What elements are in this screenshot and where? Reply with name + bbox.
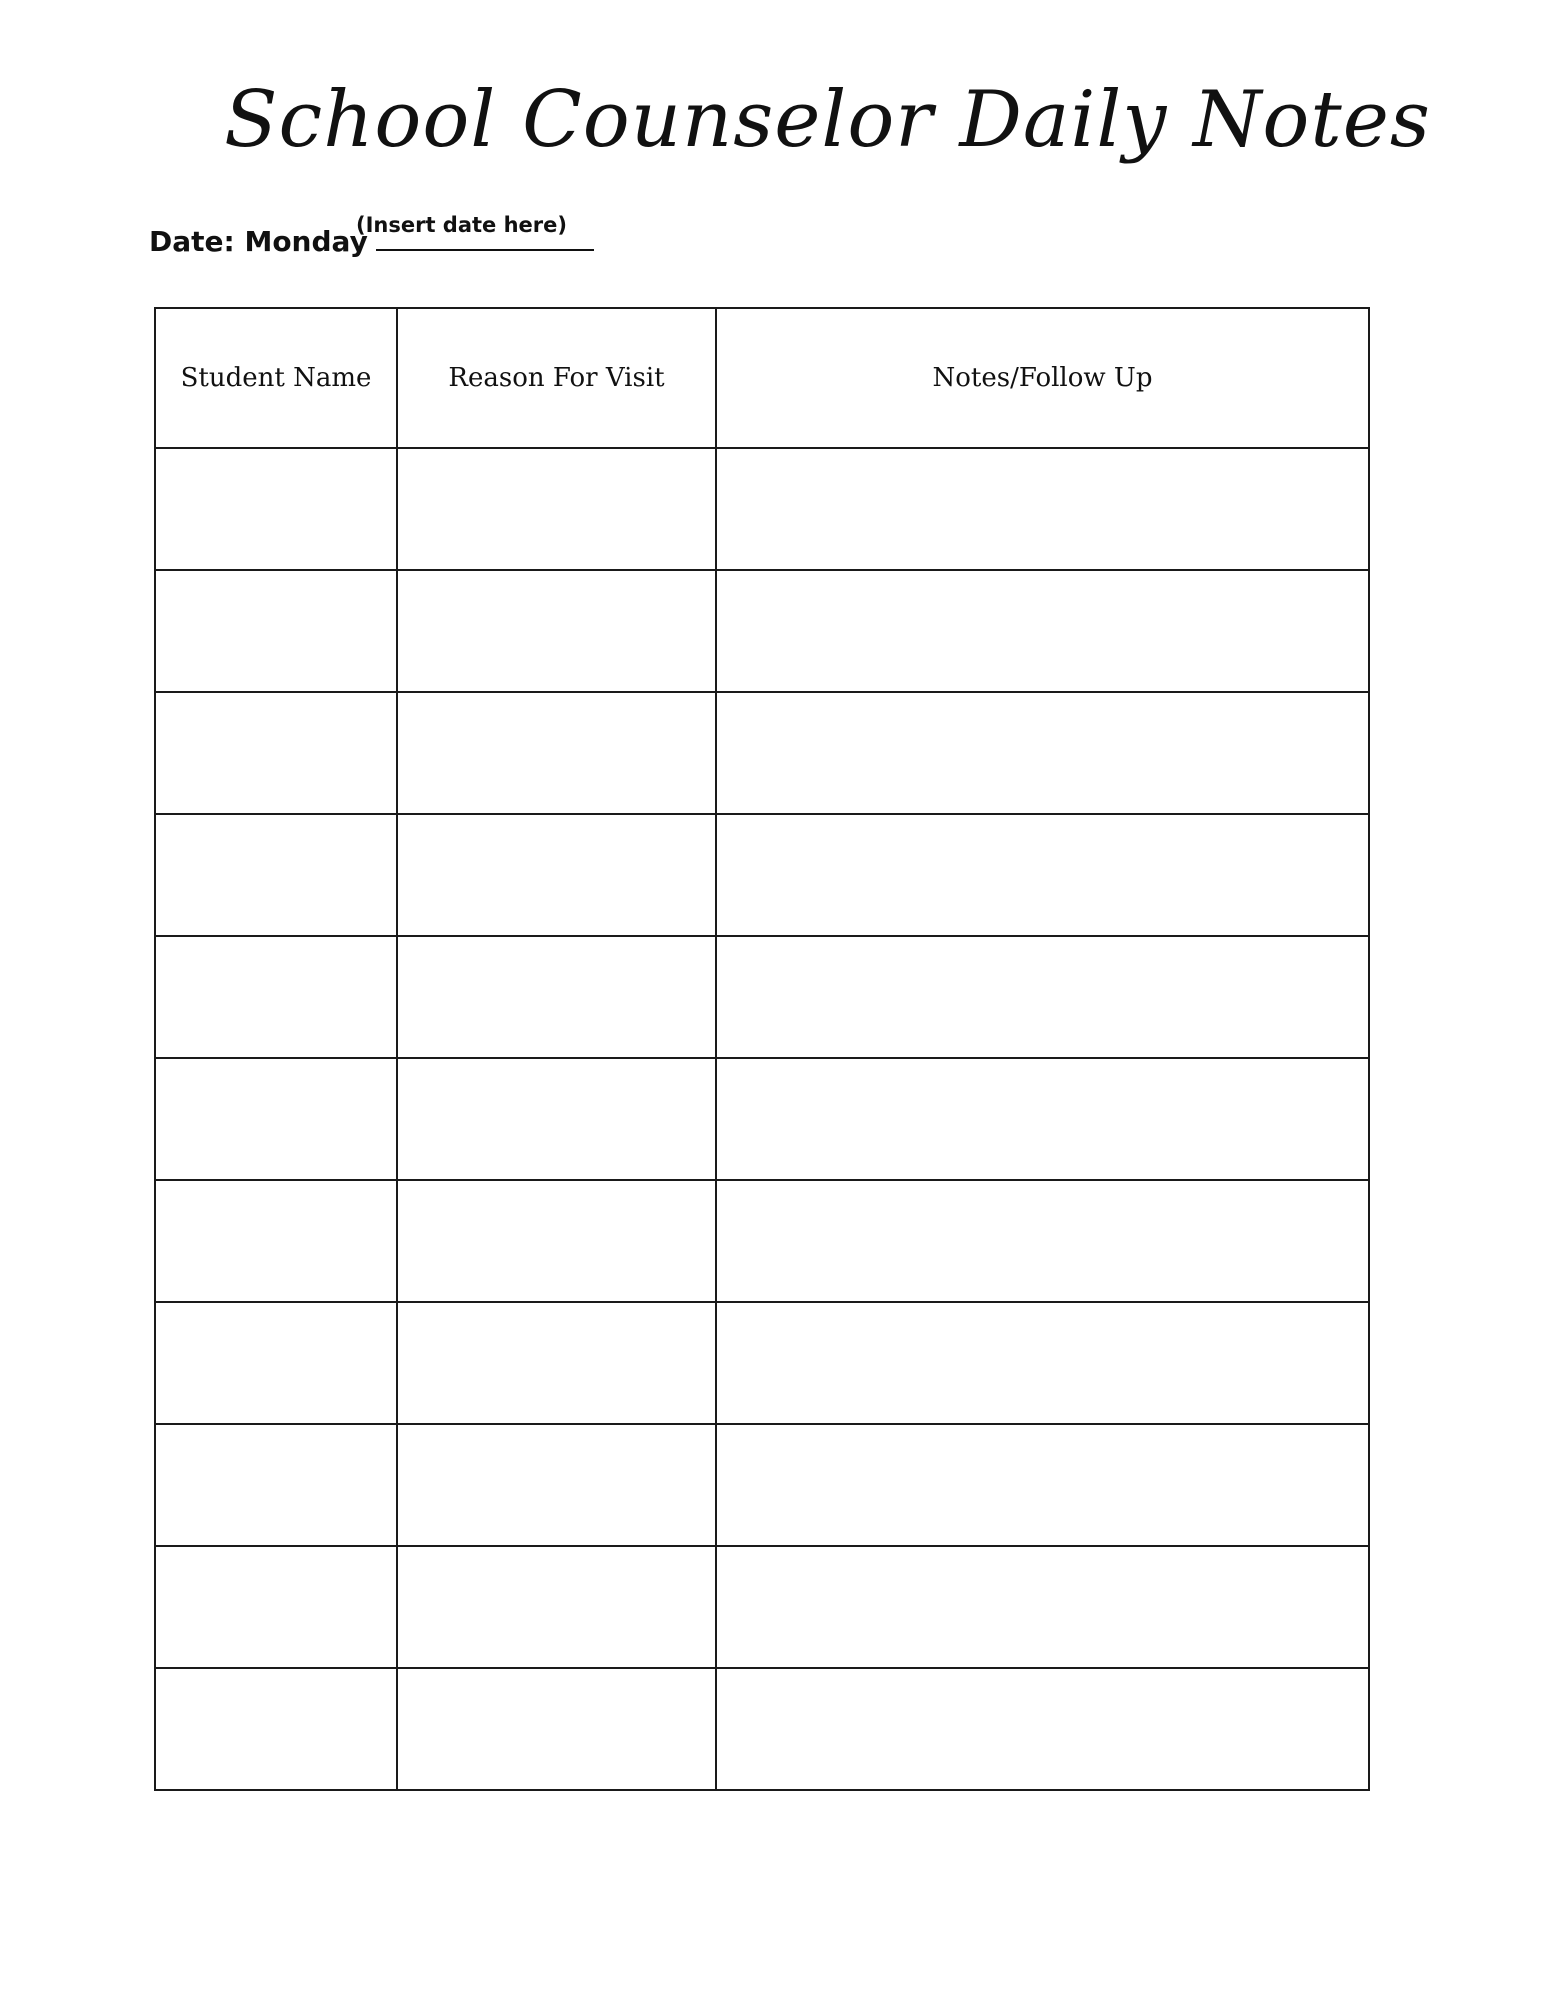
cell-notes-follow-up[interactable] [716,570,1369,692]
header-reason-for-visit: Reason For Visit [397,308,716,448]
table-row [155,1668,1369,1790]
cell-reason-for-visit[interactable] [397,692,716,814]
header-student-name: Student Name [155,308,397,448]
cell-student-name[interactable] [155,1058,397,1180]
cell-notes-follow-up[interactable] [716,1546,1369,1668]
table-body [155,448,1369,1790]
cell-notes-follow-up[interactable] [716,1424,1369,1546]
cell-reason-for-visit[interactable] [397,448,716,570]
cell-student-name[interactable] [155,448,397,570]
cell-reason-for-visit[interactable] [397,1058,716,1180]
table-row [155,1424,1369,1546]
table-row [155,448,1369,570]
cell-student-name[interactable] [155,692,397,814]
table-row [155,1302,1369,1424]
cell-notes-follow-up[interactable] [716,1180,1369,1302]
cell-reason-for-visit[interactable] [397,570,716,692]
page-title: School Counselor Daily Notes [224,75,1431,165]
cell-reason-for-visit[interactable] [397,1180,716,1302]
date-label: Date: Monday [149,225,368,258]
cell-student-name[interactable] [155,1180,397,1302]
notes-table [154,307,1370,1791]
cell-reason-for-visit[interactable] [397,1546,716,1668]
cell-notes-follow-up[interactable] [716,1058,1369,1180]
cell-student-name[interactable] [155,1302,397,1424]
cell-reason-for-visit[interactable] [397,1668,716,1790]
cell-student-name[interactable] [155,936,397,1058]
table-row [155,1058,1369,1180]
cell-notes-follow-up[interactable] [716,692,1369,814]
header-notes-follow-up: Notes/Follow Up [716,308,1369,448]
cell-student-name[interactable] [155,1668,397,1790]
cell-student-name[interactable] [155,1546,397,1668]
cell-reason-for-visit[interactable] [397,1302,716,1424]
table-header-row [155,308,1369,448]
table-row [155,1180,1369,1302]
cell-notes-follow-up[interactable] [716,936,1369,1058]
cell-notes-follow-up[interactable] [716,1302,1369,1424]
table-row [155,570,1369,692]
cell-reason-for-visit[interactable] [397,814,716,936]
cell-notes-follow-up[interactable] [716,448,1369,570]
cell-notes-follow-up[interactable] [716,814,1369,936]
cell-student-name[interactable] [155,570,397,692]
cell-student-name[interactable] [155,814,397,936]
cell-student-name[interactable] [155,1424,397,1546]
cell-reason-for-visit[interactable] [397,936,716,1058]
date-hint: (Insert date here) [356,213,567,237]
cell-reason-for-visit[interactable] [397,1424,716,1546]
table-row [155,936,1369,1058]
cell-notes-follow-up[interactable] [716,1668,1369,1790]
table-row [155,814,1369,936]
table-row [155,692,1369,814]
table-row [155,1546,1369,1668]
